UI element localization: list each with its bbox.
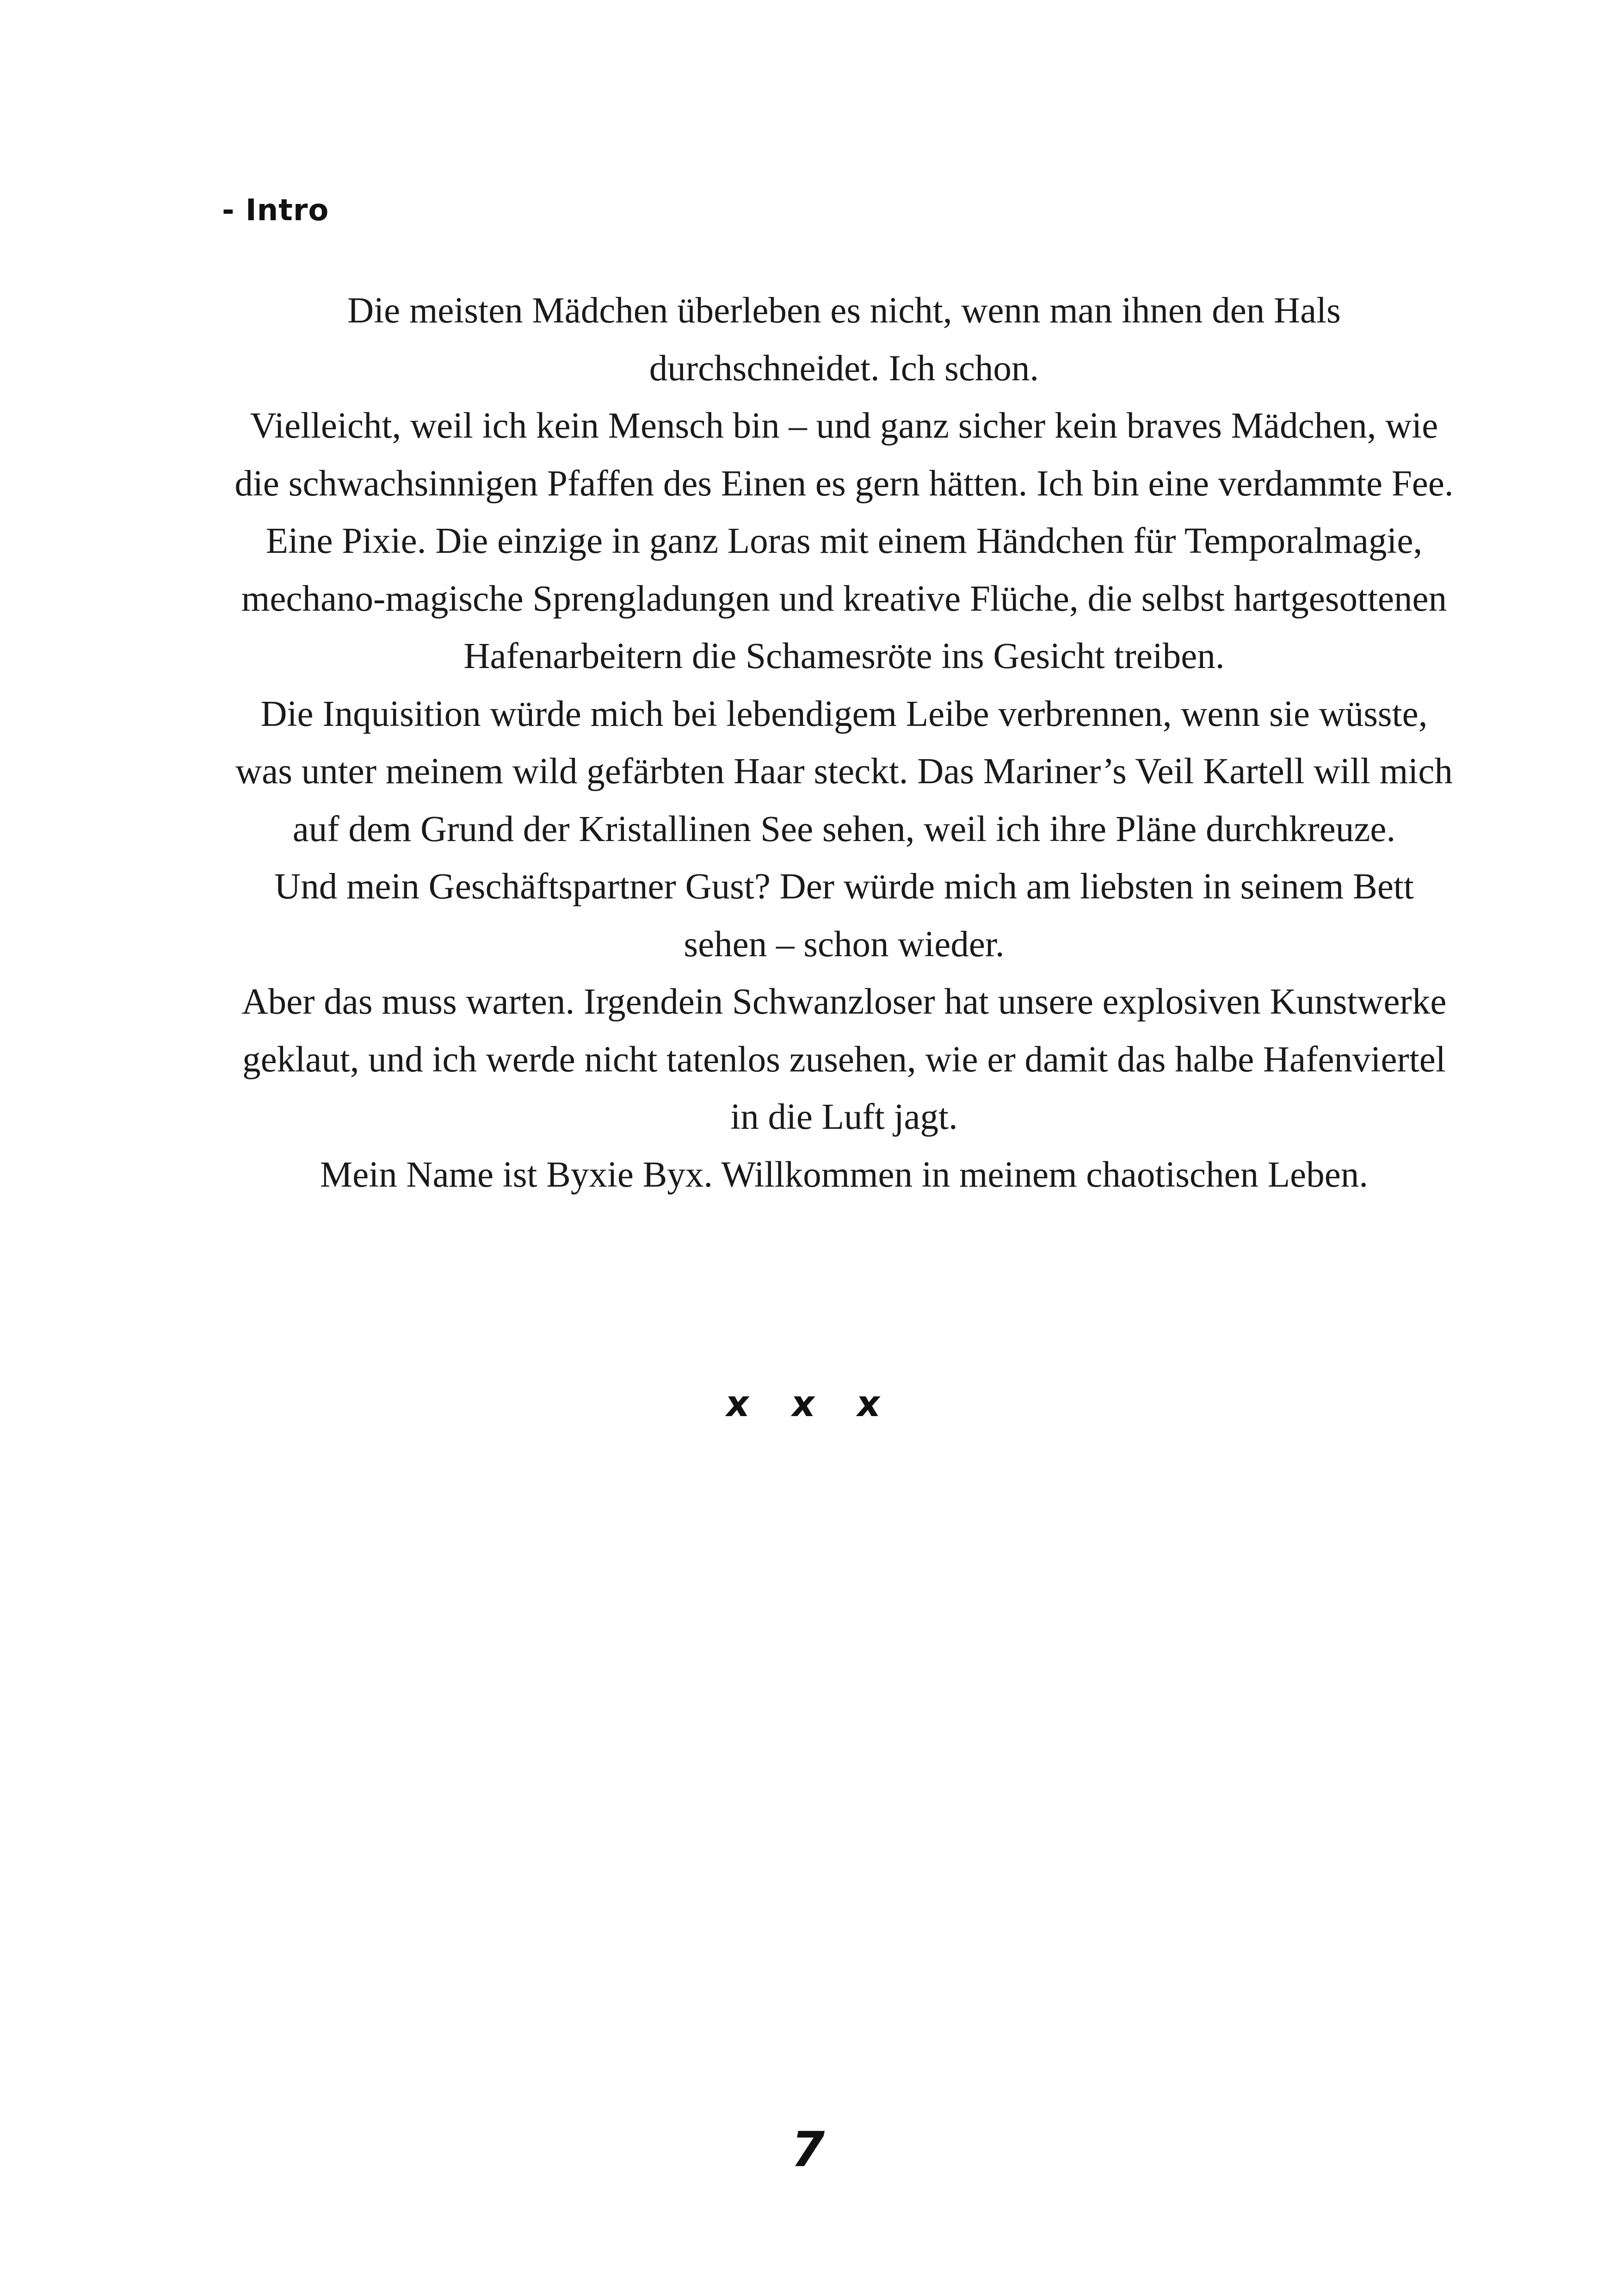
paragraph: Mein Name ist Byxie Byx. Willkommen in meinem chaotischen Leben. — [320, 1154, 1369, 1195]
paragraph: Die meisten Mädchen überleben es nicht, wenn man ihnen den Hals durchschneidet. Ich schon. — [347, 291, 1341, 389]
section-label: - Intro — [222, 193, 329, 228]
scene-separator — [0, 1383, 1616, 1425]
body-text — [231, 282, 1457, 1204]
page-number: 7 — [791, 2121, 825, 2178]
separator-glyph: x — [854, 1383, 893, 1425]
separator-glyph: x — [789, 1383, 827, 1425]
paragraph: Aber das muss warten. Irgendein Schwanzloser hat unsere explosiven Kunstwerke geklaut, und ich werde nicht tatenlos zusehen, wie er damit das halbe Hafenviertel in die Luft jagt. — [241, 982, 1447, 1137]
paragraph: Und mein Geschäftspartner Gust? Der würde mich am liebsten in seinem Bett sehen – schon wieder. — [274, 866, 1414, 965]
separator-glyph: x — [723, 1383, 762, 1425]
paragraph: Vielleicht, weil ich kein Mensch bin – und ganz sicher kein braves Mädchen, wie die schwachsinnigen Pfaffen des Einen es gern hätten. Ich bin eine verdammte Fee. Eine Pixie. Die einzige in ganz Loras mit einem Händchen für Temporalmagie, mechano-magische Sprengladungen und kreative Flüche, die selbst hartgesottenen Hafenarbeitern die Schamesröte ins Gesicht treiben. — [234, 406, 1454, 676]
paragraph: Die Inquisition würde mich bei lebendigem Leibe verbrennen, wenn sie wüsste, was unter meinem wild gefärbten Haar steckt. Das Mariner’s Veil Kartell will mich auf dem Grund der Kristallinen See sehen, weil ich ihre Pläne durchkreuze. — [235, 693, 1453, 849]
